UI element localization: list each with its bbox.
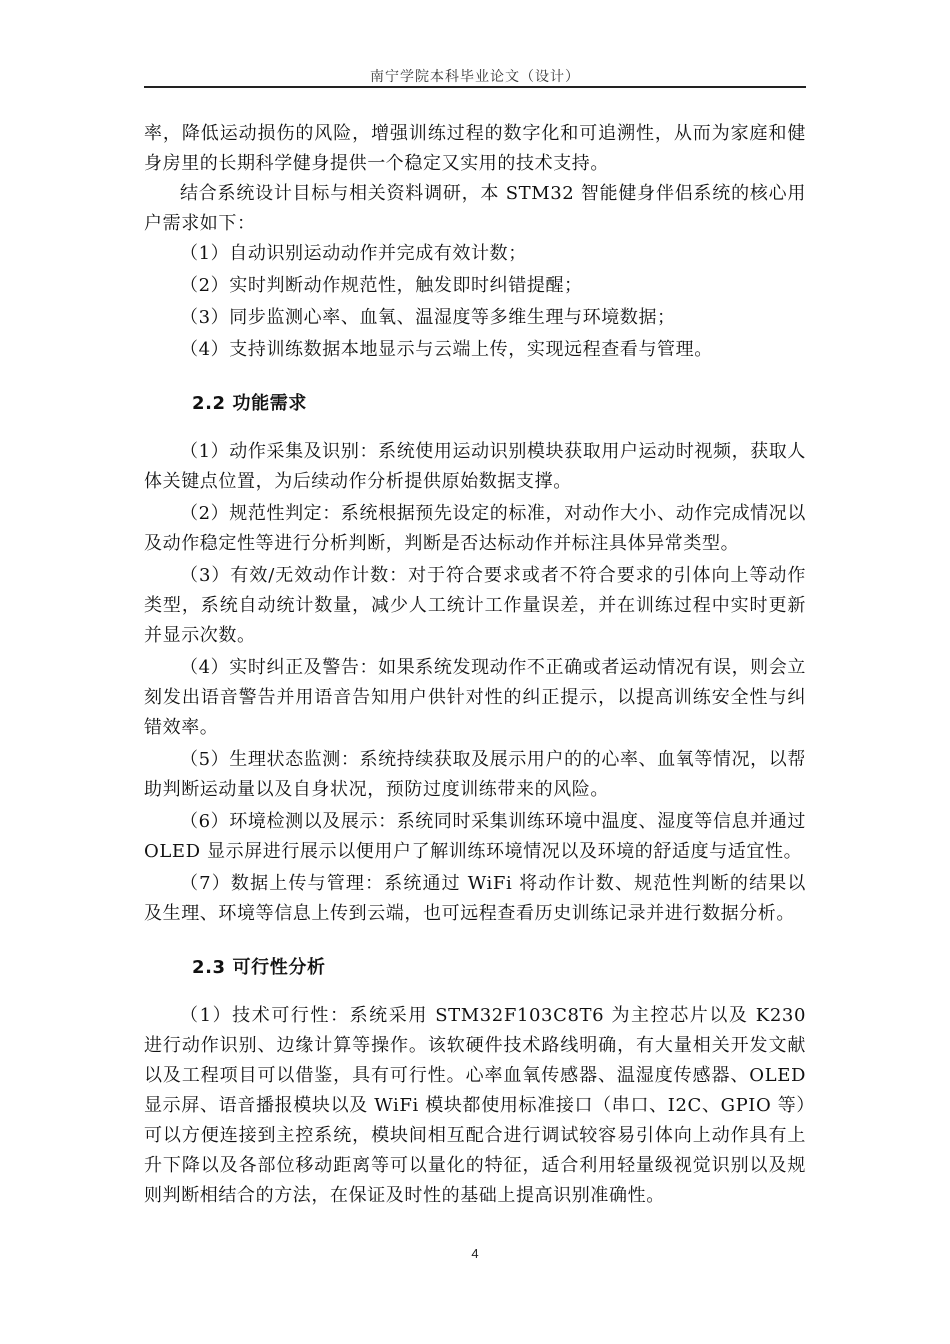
function-paragraph: （4）实时纠正及警告：如果系统发现动作不正确或者运动情况有误，则会立刻发出语音警告并用语音告知用户供针对性的纠正提示，以提高训练安全性与纠错效率。 bbox=[144, 657, 806, 738]
list-item: （4）支持训练数据本地显示与云端上传，实现远程查看与管理。 bbox=[180, 339, 713, 360]
paragraph-needs-intro: 结合系统设计目标与相关资料调研，本 STM32 智能健身伴侣系统的核心用户需求如下： bbox=[144, 183, 806, 234]
header-rule bbox=[144, 86, 806, 88]
feasibility-paragraph: （1）技术可行性：系统采用 STM32F103C8T6 为主控芯片以及 K230 进行动作识别、边缘计算等操作。该软硬件技术路线明确，有大量相关开发文献以及工程项目可以借鉴，具有可行性。心率血氧传感器、温湿度传感器、OLED 显示屏、语音播报模块以及 WiFi 模块都使用标准接口（串口、I2C、GPIO 等）可以方便连接到主控系统，模块间相互配合进行调试较容易引体向上动作具有上升下降以及各部位移动距离等可以量化的特征，适合利用轻量级视觉识别以及规则判断相结合的方法，在保证及时性的基础上提高识别准确性。 bbox=[144, 1005, 806, 1206]
function-paragraph: （5）生理状态监测：系统持续获取及展示用户的的心率、血氧等情况，以帮助判断运动量以及自身状况，预防过度训练带来的风险。 bbox=[144, 749, 806, 800]
page-number: 4 bbox=[471, 1246, 479, 1261]
list-item: （3）同步监测心率、血氧、温湿度等多维生理与环境数据； bbox=[180, 307, 676, 328]
section-heading-2-2: 2.2 功能需求 bbox=[192, 393, 307, 414]
function-paragraph: （6）环境检测以及展示：系统同时采集训练环境中温度、湿度等信息并通过 OLED 显示屏进行展示以便用户了解训练环境情况以及环境的舒适度与适宜性。 bbox=[144, 811, 806, 862]
section-heading-2-3: 2.3 可行性分析 bbox=[192, 957, 326, 978]
function-paragraph: （2）规范性判定：系统根据预先设定的标准，对动作大小、动作完成情况以及动作稳定性等进行分析判断，判断是否达标动作并标注具体异常类型。 bbox=[144, 503, 806, 554]
function-paragraph: （1）动作采集及识别：系统使用运动识别模块获取用户运动时视频，获取人体关键点位置，为后续动作分析提供原始数据支撑。 bbox=[144, 441, 806, 492]
function-paragraph: （3）有效/无效动作计数：对于符合要求或者不符合要求的引体向上等动作类型，系统自动统计数量，减少人工统计工作量误差，并在训练过程中实时更新并显示次数。 bbox=[144, 565, 806, 646]
function-paragraph: （7）数据上传与管理：系统通过 WiFi 将动作计数、规范性判断的结果以及生理、环境等信息上传到云端，也可远程查看历史训练记录并进行数据分析。 bbox=[144, 873, 806, 924]
running-header: 南宁学院本科毕业论文（设计） bbox=[370, 69, 580, 85]
document-body bbox=[144, 119, 806, 1211]
list-item: （2）实时判断动作规范性，触发即时纠错提醒； bbox=[180, 275, 583, 296]
list-item: （1）自动识别运动动作并完成有效计数； bbox=[180, 243, 527, 264]
paragraph-continuation: 率，降低运动损伤的风险，增强训练过程的数字化和可追溯性，从而为家庭和健身房里的长期科学健身提供一个稳定又实用的技术支持。 bbox=[144, 123, 806, 174]
